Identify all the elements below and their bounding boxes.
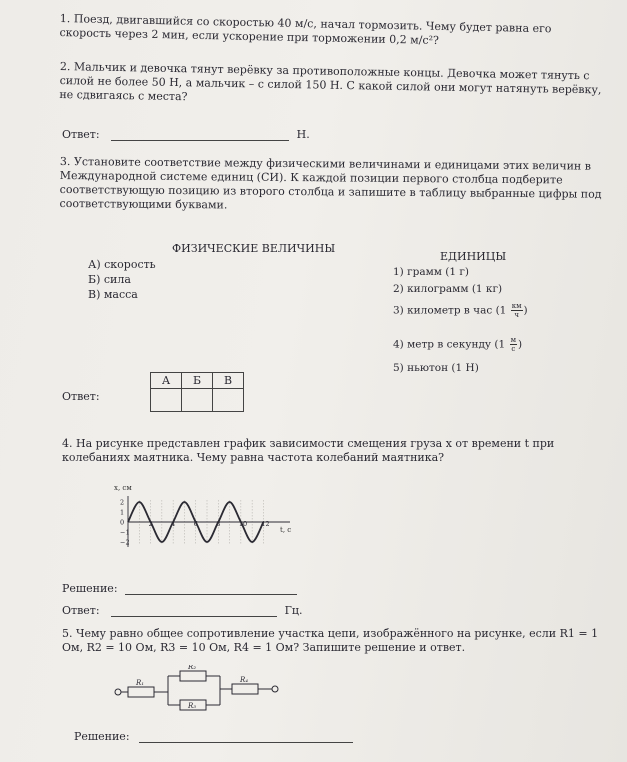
question-2-answer: [62, 128, 310, 141]
question-3-answer-label: Ответ:: [62, 390, 100, 403]
quantities-header: ФИЗИЧЕСКИЕ ВЕЛИЧИНЫ: [172, 242, 336, 255]
x-tick-label: 2: [148, 520, 153, 528]
solution-line[interactable]: [125, 594, 297, 595]
y-tick-label: −1: [120, 528, 130, 537]
question-4: [62, 437, 610, 465]
answer-label: Ответ:: [62, 128, 100, 141]
answer-cell-b[interactable]: [182, 389, 213, 412]
x-tick-label: 6: [193, 520, 198, 528]
question-2: [59, 60, 605, 112]
quantity-a: А) скорость: [88, 258, 156, 271]
fraction-km-h: $\frac{км}{ч}$: [511, 302, 522, 319]
question-4-text: 4. На рисунке представлен график зависимости смещения груза x от времени t при колебаниях маятника. Чему равна частота колебаний маятника?: [62, 437, 555, 464]
y-tick-label: 1: [120, 508, 125, 517]
resistor-r4: [232, 684, 258, 694]
quantity-b: Б) сила: [88, 273, 131, 286]
table-header-b: Б: [182, 373, 213, 389]
question-4-solution: Решение:: [62, 582, 297, 595]
units-header: ЕДИНИЦЫ: [440, 250, 507, 263]
quantity-c: В) масса: [88, 288, 138, 301]
resistor-r2: [180, 671, 206, 681]
question-1-text: 1. Поезд, двигавшийся со скоростью 40 м/с, начал тормозить. Чему будет равна его скорость через 2 мин, если ускорение при торможении 0,2 м/с²?: [59, 12, 552, 47]
question-5-solution: Решение:: [74, 730, 353, 743]
fraction-m-s: $\frac{м}{с}$: [510, 336, 517, 353]
oscillation-graph: [110, 480, 300, 560]
x-tick-label: 12: [261, 520, 270, 528]
question-2-text: 2. Мальчик и девочка тянут верёвку за противоположные концы. Девочка может тянуть с силой не более 50 Н, а мальчик – с силой 150 Н. С какой силой они могут натянуть верёвку, не сдвигаясь с места?: [59, 60, 602, 104]
unit-1: 1) грамм (1 г): [393, 266, 469, 278]
table-header-a: А: [151, 373, 182, 389]
x-tick-label: 8: [216, 520, 221, 528]
x-tick-label: 4: [171, 520, 176, 528]
question-5: [62, 627, 610, 655]
terminal-left: [115, 689, 121, 695]
question-4-answer: Ответ: Гц.: [62, 604, 303, 617]
x-tick-label: 10: [238, 520, 248, 528]
answer-unit: Н.: [296, 128, 310, 141]
question-5-text: 5. Чему равно общее сопротивление участка цепи, изображённого на рисунке, если R1 = 1 Ом, R2 = 10 Ом, R3 = 10 Ом, R4 = 1 Ом? Запишите решение и ответ.: [62, 627, 599, 654]
question-3: [60, 155, 608, 216]
circuit-diagram: [112, 665, 302, 715]
y-axis-label: x, см: [114, 484, 132, 492]
label-r3: R₃: [188, 702, 197, 710]
label-r1: R₁: [136, 679, 145, 687]
terminal-right: [272, 686, 278, 692]
solution-line[interactable]: [139, 742, 353, 743]
unit-2: 2) килограмм (1 кг): [393, 283, 503, 295]
y-tick-label: 0: [120, 518, 125, 527]
answer-table: [150, 372, 244, 412]
unit-3: 3) километр в час (1 $\frac{км}{ч}$ ): [393, 302, 528, 319]
answer-line[interactable]: [111, 140, 289, 141]
answer-cell-a[interactable]: [151, 389, 182, 412]
y-tick-label: −2: [120, 538, 130, 547]
label-r2: R₂: [188, 665, 197, 671]
y-tick-label: 2: [120, 498, 125, 507]
question-3-text: 3. Установите соответствие между физическими величинами и единицами этих величин в Международной системе единиц (СИ). К каждой позиции первого столбца подберите соответствующую позицию из второго столбца и запишите в таблицу выбранные цифры под соответствующими буквами.: [59, 155, 602, 212]
label-r4: R₄: [240, 676, 249, 684]
answer-cell-c[interactable]: [213, 389, 244, 412]
x-axis-label: t, с: [280, 526, 292, 534]
unit-4: 4) метр в секунду (1 $\frac{м}{с}$ ): [393, 336, 523, 353]
question-1: [59, 12, 599, 51]
answer-line[interactable]: [111, 616, 277, 617]
table-header-c: В: [213, 373, 244, 389]
resistor-r1: [128, 687, 154, 697]
unit-5: 5) ньютон (1 Н): [393, 362, 479, 374]
